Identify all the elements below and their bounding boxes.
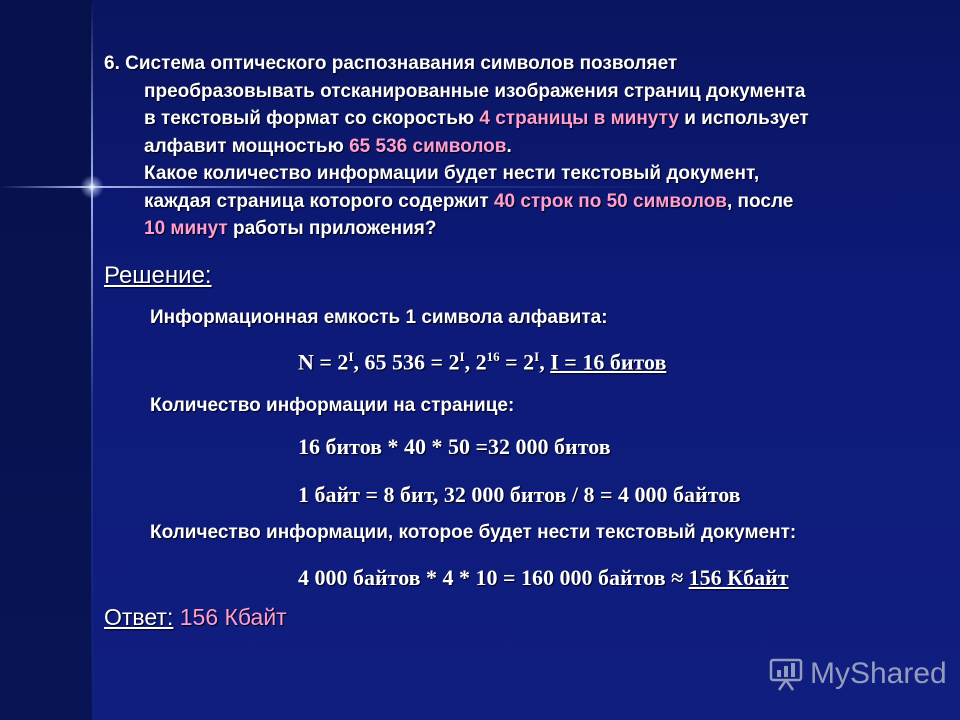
formula-result: I = 16 битов: [550, 349, 667, 375]
formula-page-bytes: 1 байт = 8 бит, 32 000 битов / 8 = 4 000 байтов: [298, 482, 741, 507]
task-statement: [104, 50, 924, 243]
answer-line: [104, 604, 287, 631]
task-line: каждая страница которого содержит 40 строк по 50 символов, после: [144, 190, 794, 212]
label-page-information: Количество информации на странице:: [150, 395, 515, 416]
myshared-logo: [768, 656, 947, 692]
highlight-page-size: 40 строк по 50 символов: [493, 190, 727, 212]
formula-page-bits: 16 битов * 40 * 50 =32 000 битов: [298, 434, 611, 459]
presentation-board-icon: [768, 656, 804, 692]
highlight-speed: 4 страницы в минуту: [479, 108, 679, 129]
solution-title: Решение:: [104, 262, 212, 289]
task-line: преобразовывать отсканированные изображения страниц документа: [144, 80, 806, 102]
task-line: Какое количество информации будет нести текстовый документ,: [144, 163, 760, 184]
highlight-time: 10 минут: [144, 218, 228, 239]
task-line: алфавит мощностью 65 536 символов.: [144, 135, 512, 157]
highlight-alphabet: 65 536 символов: [349, 135, 507, 157]
label-document-information: Количество информации, которое будет нести текстовый документ:: [150, 522, 797, 543]
left-decorative-strip: [0, 0, 92, 720]
task-line: в текстовый формат со скоростью 4 страницы в минуту и использует: [144, 108, 809, 129]
answer-value: 156 Кбайт: [179, 604, 287, 630]
task-line: 10 минут работы приложения?: [144, 218, 437, 239]
formula-final-result: 156 Кбайт: [688, 565, 789, 590]
formula-bits-per-symbol: $N = 2^I$, 65 $536 = 2^I$, $2^{16} = 2^I$, I = 16 битов: [298, 349, 667, 375]
light-sparkle: [80, 175, 104, 199]
approx-symbol: ≈: [671, 565, 684, 590]
task-line: 6. Система оптического распознавания символов позволяет: [104, 53, 678, 74]
vertical-light-line: [91, 0, 93, 720]
logo-text: MyShared: [810, 657, 947, 690]
label-symbol-capacity: Информационная емкость 1 символа алфавита:: [150, 307, 608, 328]
formula-document-size: 4 000 байтов * 4 * 10 = 160 000 байтов ≈ 156 Кбайт: [298, 565, 789, 590]
answer-label: Ответ:: [104, 604, 174, 630]
